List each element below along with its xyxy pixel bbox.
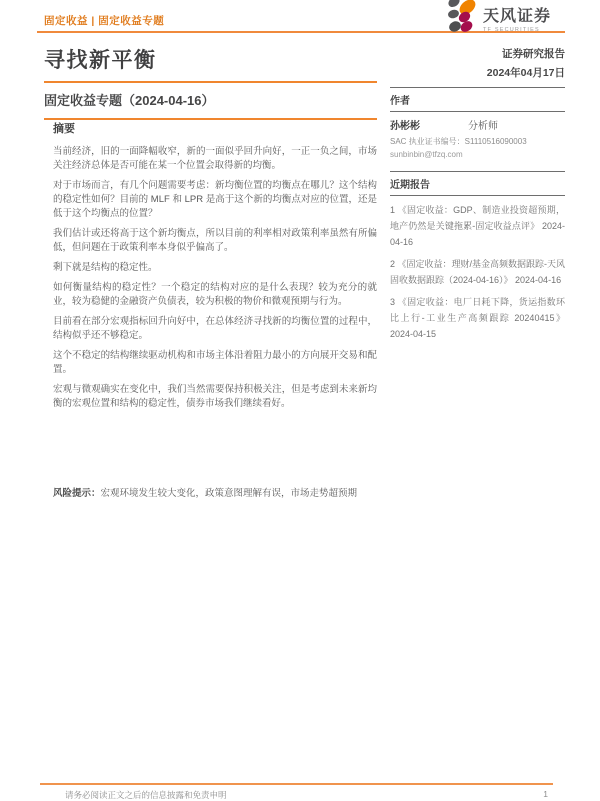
report-category: 固定收益 | 固定收益专题: [44, 15, 165, 27]
recent-report-item: 3 《固定收益：电厂日耗下降，货运指数环比上行-工业生产高频跟踪 20240415》 2024-04-15: [390, 297, 565, 339]
risk-warning: [53, 487, 377, 501]
summary-paragraph: 我们估计或还将高于这个新均衡点，所以目前的利率相对政策利率虽然有所偏低，但问题在于政策利率本身似乎偏高了。: [53, 228, 377, 253]
summary-heading: 摘要: [53, 123, 75, 135]
report-date: 2024年04月17日: [486, 67, 565, 79]
subtitle-box: [44, 81, 377, 120]
recent-report-item: 2 《固定收益：理财/基金高频数据跟踪-天风固收数据跟踪（2024-04-16）》 2024-04-16: [390, 259, 566, 285]
sidebar-divider: [390, 195, 565, 196]
analyst-email: sunbinbin@tfzq.com: [390, 150, 463, 159]
sidebar: [390, 46, 565, 342]
summary-paragraph: 这个不稳定的结构继续驱动机构和市场主体沿着阻力最小的方向展开交易和配置。: [53, 350, 377, 375]
summary-paragraph: 如何衡量结构的稳定性？一个稳定的结构对应的是什么表现？较为充分的就业，较为稳健的金融资产负债表，较为积极的物价和微观预期与行为。: [53, 282, 377, 307]
report-type-label: 证券研究报告: [502, 48, 565, 60]
logo-name-cn: 天风证券: [483, 8, 552, 25]
logo-name-en: TF SECURITIES: [483, 27, 540, 33]
summary-paragraph: 宏观与微观确实在变化中，我们当然需要保持积极关注，但是考虑到未来新均衡的宏观位置和结构的稳定性，债券市场我们继续看好。: [53, 384, 377, 409]
report-subtitle: 固定收益专题（2024-04-16）: [44, 93, 215, 108]
sidebar-divider: [390, 111, 565, 112]
summary-paragraph: 目前看在部分宏观指标回升向好中，在总体经济寻找新的均衡位置的过程中，结构似乎还不够稳定。: [53, 316, 377, 341]
recent-reports-heading: 近期报告: [390, 180, 430, 191]
tf-logo-flower-icon: [448, 0, 478, 34]
logo-text: [483, 3, 551, 33]
page-title: 寻找新平衡: [44, 49, 157, 72]
page-number: 1: [543, 789, 548, 799]
footer-divider: [40, 783, 553, 785]
analyst-name: 孙彬彬: [390, 121, 420, 132]
tf-securities-logo: [448, 1, 578, 33]
analyst-row: [390, 117, 565, 132]
footer-disclaimer: 请务必阅读正文之后的信息披露和免责申明: [65, 790, 227, 800]
summary-paragraph: 当前经济，旧的一面降幅收窄，新的一面似乎回升向好，一正一负之间，市场关注经济总体是否可能在某一个位置会取得新的均衡。: [53, 146, 377, 171]
risk-warning-label: 风险提示：: [53, 488, 101, 499]
risk-warning-text: 宏观环境发生较大变化，政策意图理解有误，市场走势超预期: [100, 488, 358, 499]
summary-column: [53, 120, 377, 417]
analyst-sac-number: SAC 执业证书编号：S1110516090003: [390, 137, 527, 146]
summary-paragraph: 对于市场而言，有几个问题需要考虑：新均衡位置的均衡点在哪儿？这个结构的稳定性如何？目前的 MLF 和 LPR 是高于这个新的均衡点对应的位置，还是低于这个均衡点的位置？: [53, 180, 377, 219]
summary-paragraph: 剩下就是结构的稳定性。: [53, 262, 158, 273]
analyst-title: 分析师: [468, 121, 498, 132]
author-heading: 作者: [390, 96, 410, 107]
recent-report-item: 1 《固定收益：GDP、制造业投资超预期，地产仍然是关键拖累-固定收益点评》 2024-04-16: [390, 205, 565, 247]
